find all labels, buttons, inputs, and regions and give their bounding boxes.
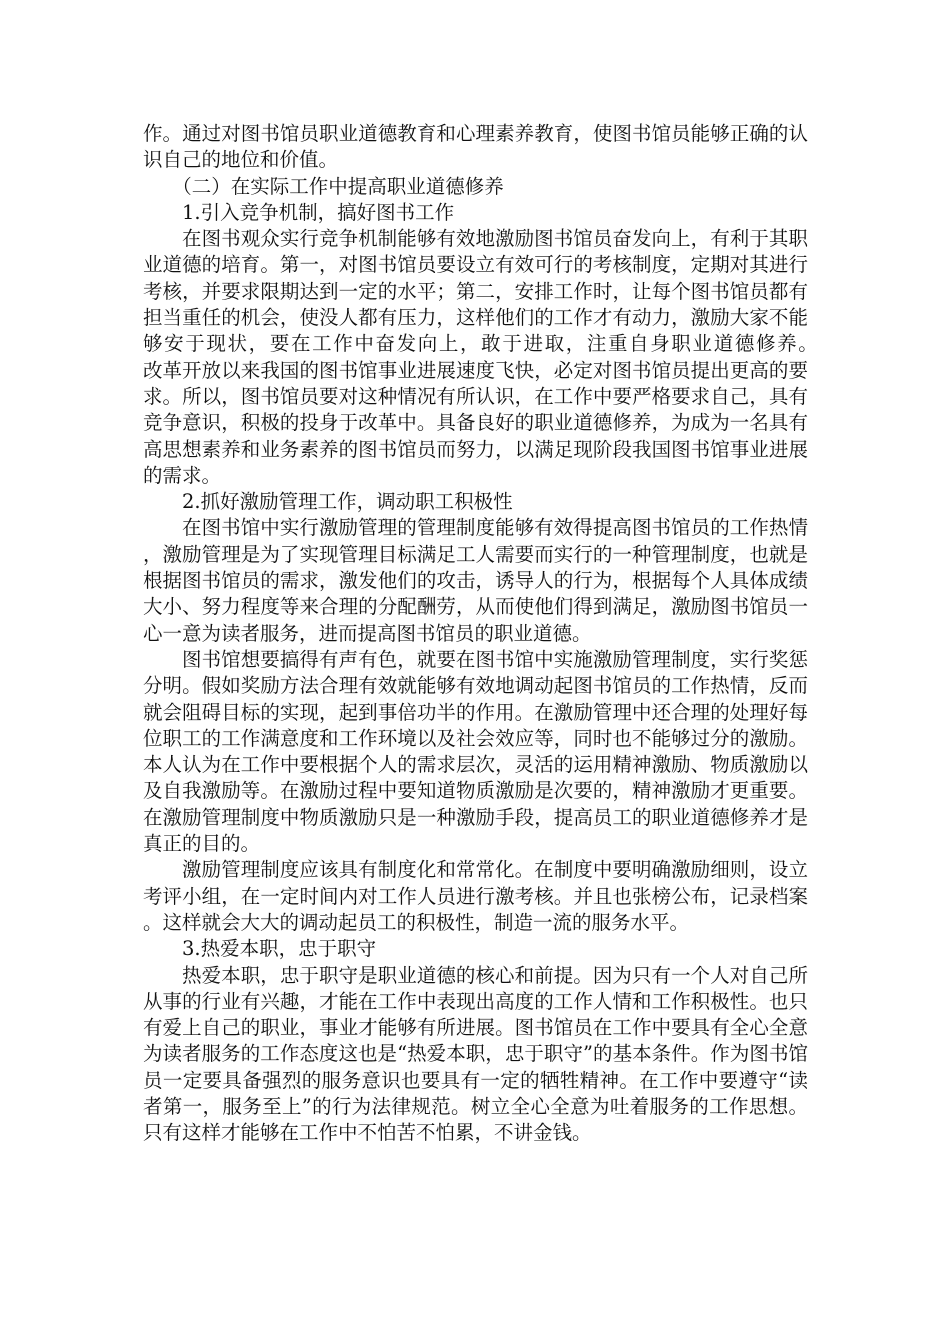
paragraph-incentive-1: 在图书馆中实行激励管理的管理制度能够有效得提高图书馆员的工作热情，激励管理是为了实现管理目标满足工人需要而实行的一种管理制度，也就是根据图书馆员的需求，激发他们的攻击，诱导人的行为，根据每个人具体成绩大小、努力程度等来合理的分配酬劳，从而使他们得到满足，激励图书馆员一心一意为读者服务，进而提高图书馆员的职业道德。	[143, 516, 808, 645]
document-page	[143, 121, 867, 1147]
paragraph-intro-continuation: 作。通过对图书馆员职业道德教育和心理素养教育，使图书馆员能够正确的认识自己的地位和价值。	[143, 122, 808, 172]
item-heading-2: 2.抓好激励管理工作，调动职工积极性	[182, 490, 513, 514]
paragraph-competition: 在图书观众实行竞争机制能够有效地激励图书馆员奋发向上，有利于其职业道德的培育。第一，对图书馆员要设立有效可行的考核制度，定期对其进行考核，并要求限期达到一定的水平；第二，安排工作时，让每个图书馆员都有担当重任的机会，使没人都有压力，这样他们的工作才有动力，激励大家不能够安于现状，要在工作中奋发向上，敢于进取，注重自身职业道德修养。 改革开放以来我国的图书馆事业进展速度飞快，必定对图书馆员提出更高的要求。所以，图书馆员要对这种情况有所认识，在工作中要严格要求自己，具有竞争意识，积极的投身于改革中。具备良好的职业道德修养，为成为一名具有高思想素养和业务素养的图书馆员而努力，以满足现阶段我国图书馆事业进展的需求。	[143, 227, 867, 487]
section-heading-2: （二）在实际工作中提高职业道德修养	[172, 174, 504, 198]
item-heading-1: 1.引入竞争机制，搞好图书工作	[182, 200, 455, 224]
paragraph-incentive-3: 激励管理制度应该具有制度化和常常化。在制度中要明确激励细则，设立考评小组，在一定时间内对工作人员进行激考核。并且也张榜公布，记录档案。这样就会大大的调动起员工的积极性，制造一流的服务水平。	[143, 858, 808, 934]
paragraph-dedication: 热爱本职，忠于职守是职业道德的核心和前提。因为只有一个人对自己所从事的行业有兴趣，才能在工作中表现出高度的工作人情和工作积极性。也只有爱上自己的职业，事业才能够有所进展。图书馆员在工作中要具有全心全意为读者服务的工作态度这也是“热爱本职，忠于职守”的基本条件。作为图书馆员一定要具备强烈的服务意识也要具有一定的牺牲精神。在工作中要遵守“读者第一，服务至上”的行为法律规范。树立全心全意为吐着服务的工作思想。只有这样才能够在工作中不怕苦不怕累，不讲金钱。	[143, 963, 808, 1145]
item-heading-3: 3.热爱本职，忠于职守	[182, 937, 377, 961]
paragraph-incentive-2: 图书馆想要搞得有声有色，就要在图书馆中实施激励管理制度，实行奖惩分明。假如奖励方法合理有效就能够有效地调动起图书馆员的工作热情，反而就会阻碍目标的实现，起到事倍功半的作用。在激励管理中还合理的处理好每位职工的工作满意度和工作环境以及社会效应等，同时也不能够过分的激励。本人认为在工作中要根据个人的需求层次，灵活的运用精神激励、物质激励以及自我激励等。在激励过程中要知道物质激励是次要的，精神激励才更重要。在激励管理制度中物质激励只是一种激励手段，提高员工的职业道德修养才是真正的目的。	[143, 647, 808, 856]
